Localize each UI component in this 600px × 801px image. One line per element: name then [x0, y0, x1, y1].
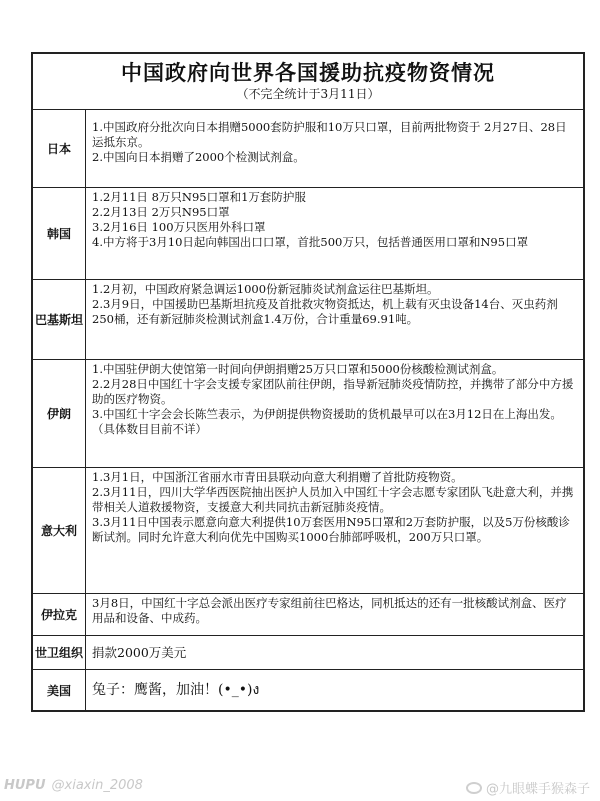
- watermark-left: [4, 778, 143, 793]
- content-cell: [86, 468, 583, 593]
- table-row-iran: [33, 360, 583, 468]
- table-row-japan: [33, 110, 583, 188]
- content-cell: [86, 188, 583, 279]
- page-subtitle: （不完全统计于3月11日）: [236, 87, 380, 101]
- list-item: 兔子：鹰酱，加油！(•_•)ง: [92, 681, 260, 698]
- list-item: 1.中国政府分批次向日本捐赠5000套防护服和10万只口罩，目前两批物资于 2月27日、28日运抵东京。: [92, 120, 567, 149]
- table-row-usa: [33, 670, 583, 710]
- watermark-weibo-user: @九眼蝶手猴森子: [485, 782, 590, 797]
- list-item: 3.2月16日 100万只医用外科口罩: [92, 220, 266, 234]
- list-item: 3月8日，中国红十字总会派出医疗专家组前往巴格达，同机抵达的还有一批核酸试剂盒、医疗用品和设备、中成药。: [92, 596, 567, 625]
- content-cell: [86, 636, 583, 669]
- country-cell: 美国: [33, 670, 86, 710]
- list-item: 4.中方将于3月10日起向韩国出口口罩，首批500万只，包括普通医用口罩和N95口罩: [92, 235, 529, 249]
- weibo-icon: [466, 782, 482, 794]
- page-title: 中国政府向世界各国援助抗疫物资情况: [121, 61, 495, 85]
- country-cell: 意大利: [33, 468, 86, 593]
- country-cell: 世卫组织: [33, 636, 86, 669]
- table-row-korea: [33, 188, 583, 280]
- list-item: 3.3月11日中国表示愿意向意大利提供10万套医用N95口罩和2万套防护服，以及5万份核酸诊断试剂。同时允许意大利向优先中国购买1000台肺部呼吸机，200万只口罩。: [92, 515, 570, 544]
- table-row-pakistan: [33, 280, 583, 360]
- watermark-user: @xiaxin_2008: [51, 778, 143, 793]
- list-item: 2.中国向日本捐赠了2000个检测试剂盒。: [92, 150, 305, 164]
- list-item: 2.3月9日，中国援助巴基斯坦抗疫及首批救灾物资抵达，机上载有灭虫设备14台、灭虫药剂250桶，还有新冠肺炎检测试剂盒1.4万份，合计重量69.91吨。: [92, 297, 558, 326]
- list-item: 2.2月13日 2万只N95口罩: [92, 205, 230, 219]
- content-cell: [86, 670, 583, 710]
- document-table: [31, 52, 585, 712]
- list-item: 1.3月1日，中国浙江省丽水市青田县联动向意大利捐赠了首批防疫物资。: [92, 470, 463, 484]
- list-item: 2.3月11日，四川大学华西医院抽出医护人员加入中国红十字会志愿专家团队飞赴意大利，并携带相关人道救援物资，支援意大利共同抗击新冠肺炎疫情。: [92, 485, 574, 514]
- table-row-who: [33, 636, 583, 670]
- country-cell: 日本: [33, 110, 86, 187]
- hupu-logo: HUPU: [4, 778, 46, 793]
- list-item: 1.2月初，中国政府紧急调运1000份新冠肺炎试剂盒运往巴基斯坦。: [92, 282, 439, 296]
- country-cell: 伊朗: [33, 360, 86, 467]
- list-item: 1.中国驻伊朗大使馆第一时间向伊朗捐赠25万只口罩和5000份核酸检测试剂盒。: [92, 362, 504, 376]
- list-item: 2.2月28日中国红十字会支援专家团队前往伊朗，指导新冠肺炎疫情防控，并携带了部分中方援助的医疗物资。: [92, 377, 574, 406]
- watermark-right: [466, 778, 590, 797]
- country-cell: 伊拉克: [33, 594, 86, 635]
- country-cell: 巴基斯坦: [33, 280, 86, 359]
- table-row-iraq: [33, 594, 583, 636]
- country-cell: 韩国: [33, 188, 86, 279]
- content-cell: [86, 280, 583, 359]
- content-cell: [86, 594, 583, 635]
- title-row: [33, 54, 583, 110]
- content-cell: [86, 110, 583, 187]
- table-row-italy: [33, 468, 583, 594]
- content-cell: [86, 360, 583, 467]
- list-item: 1.2月11日 8万只N95口罩和1万套防护服: [92, 190, 306, 204]
- list-item: 捐款2000万美元: [92, 645, 187, 660]
- list-item: 3.中国红十字会会长陈竺表示，为伊朗提供物资援助的货机最早可以在3月12日在上海出发。（具体数目目前不详）: [92, 407, 562, 436]
